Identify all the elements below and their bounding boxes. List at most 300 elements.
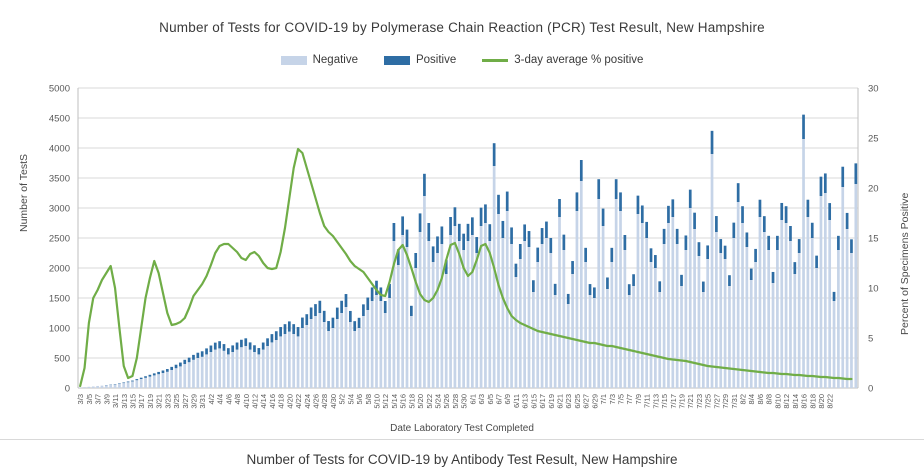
- bar-negative: [493, 166, 496, 388]
- bar-negative: [602, 226, 605, 388]
- bar-positive: [676, 229, 679, 244]
- bar-negative: [218, 348, 221, 388]
- bar-positive: [502, 221, 505, 238]
- bar-positive: [144, 376, 147, 378]
- y2-axis-tick-label: 15: [868, 233, 879, 245]
- x-axis-tick-label: 5/28: [450, 394, 460, 409]
- bar-positive: [719, 239, 722, 253]
- bar-positive: [619, 192, 622, 211]
- bar-negative: [667, 223, 670, 388]
- bar-positive: [549, 238, 552, 253]
- y-axis-tick-label: 1000: [48, 323, 70, 335]
- bar-positive: [170, 367, 173, 370]
- x-axis-tick-label: 5/24: [433, 394, 443, 409]
- bar-positive: [467, 224, 470, 241]
- bar-positive: [480, 208, 483, 226]
- bar-positive: [458, 224, 461, 241]
- x-axis-tick-label: 7/1: [599, 394, 609, 405]
- y2-axis-tick-label: 5: [868, 333, 874, 345]
- x-axis-tick-label: 7/27: [712, 394, 722, 409]
- bar-negative: [170, 370, 173, 388]
- bar-negative: [271, 342, 274, 388]
- bar-negative: [824, 193, 827, 388]
- x-axis-tick-label: 6/29: [590, 394, 600, 409]
- bar-positive: [536, 248, 539, 262]
- bar-negative: [114, 384, 117, 388]
- bar-positive: [314, 304, 317, 316]
- bar-negative: [558, 217, 561, 388]
- x-axis-tick-label: 5/8: [363, 394, 373, 405]
- bar-negative: [410, 316, 413, 388]
- bar-negative: [388, 298, 391, 388]
- bar-positive: [196, 353, 199, 358]
- y2-axis-tick-label: 25: [868, 133, 879, 145]
- bar-positive: [846, 213, 849, 229]
- x-axis-tick-label: 7/13: [651, 394, 661, 409]
- y-axis-tick-label: 4000: [48, 143, 70, 155]
- bar-negative: [837, 250, 840, 388]
- bar-negative: [785, 223, 788, 388]
- bar-negative: [680, 286, 683, 388]
- bar-positive: [750, 269, 753, 280]
- x-axis-tick-label: 8/4: [747, 394, 757, 405]
- bar-positive: [528, 231, 531, 247]
- bar-positive: [711, 131, 714, 154]
- x-axis-tick-label: 5/16: [398, 394, 408, 409]
- bar-positive: [432, 246, 435, 262]
- x-axis-tick-label: 7/17: [668, 394, 678, 409]
- x-axis-tick-label: 7/7: [625, 394, 635, 405]
- bar-negative: [506, 211, 509, 388]
- bar-negative: [353, 331, 356, 388]
- x-axis-tick-label: 3/13: [119, 394, 129, 409]
- bar-negative: [157, 374, 160, 388]
- bar-positive: [301, 318, 304, 328]
- bar-negative: [423, 196, 426, 388]
- bar-positive: [802, 115, 805, 139]
- bar-negative: [471, 235, 474, 388]
- bar-negative: [580, 181, 583, 388]
- bar-positive: [271, 334, 274, 342]
- bar-negative: [741, 223, 744, 388]
- bar-positive: [702, 282, 705, 292]
- chart-title: Number of Tests for COVID-19 by Polymerase Chain Reaction (PCR) Test Result, New Hampshire: [159, 20, 765, 35]
- bar-positive: [741, 206, 744, 223]
- y2-axis-label: Percent of Specimens Positive: [899, 192, 911, 335]
- x-axis-tick-label: 6/17: [538, 394, 548, 409]
- bar-positive: [414, 253, 417, 268]
- bar-negative: [192, 360, 195, 388]
- bar-positive: [497, 195, 500, 214]
- bar-positive: [580, 160, 583, 181]
- bar-negative: [379, 301, 382, 388]
- bar-negative: [314, 316, 317, 388]
- bar-negative: [401, 235, 404, 388]
- bar-negative: [188, 362, 191, 388]
- bar-positive: [767, 236, 770, 250]
- bar-positive: [454, 207, 457, 226]
- bar-negative: [854, 184, 857, 388]
- bar-positive: [724, 246, 727, 259]
- x-axis-tick-label: 8/6: [755, 394, 765, 405]
- x-axis-tick-label: 7/31: [729, 394, 739, 409]
- bar-negative: [131, 381, 134, 388]
- bar-positive: [192, 355, 195, 360]
- bar-positive: [706, 245, 709, 259]
- bar-positive: [567, 294, 570, 304]
- x-axis-tick-label: 3/27: [180, 394, 190, 409]
- bar-positive: [732, 223, 735, 238]
- bar-positive: [441, 226, 444, 244]
- y-axis-tick-label: 4500: [48, 113, 70, 125]
- bar-negative: [249, 350, 252, 388]
- bar-negative: [497, 214, 500, 388]
- bar-negative: [284, 334, 287, 388]
- next-chart-title: Number of Tests for COVID-19 by Antibody Test Result, New Hampshire: [246, 452, 678, 467]
- bar-positive: [484, 204, 487, 223]
- x-axis-tick-label: 4/6: [224, 394, 234, 405]
- bar-negative: [563, 250, 566, 388]
- x-axis-tick-label: 6/19: [546, 394, 556, 409]
- x-axis-tick-label: 8/22: [825, 394, 835, 409]
- bar-negative: [227, 354, 230, 388]
- bar-positive: [545, 222, 548, 238]
- y-axis-label: Number of TestS: [18, 153, 30, 232]
- x-axis-tick-label: 6/9: [503, 394, 513, 405]
- x-axis-tick-label: 8/20: [816, 394, 826, 409]
- bar-positive: [593, 287, 596, 298]
- y-axis-tick-label: 3500: [48, 173, 70, 185]
- bar-negative: [728, 286, 731, 388]
- bar-negative: [406, 247, 409, 388]
- bar-positive: [471, 217, 474, 235]
- bar-positive: [223, 344, 226, 351]
- y2-axis-tick-label: 20: [868, 183, 879, 195]
- bar-negative: [798, 253, 801, 388]
- bar-negative: [231, 352, 234, 388]
- x-axis-tick-label: 5/22: [424, 394, 434, 409]
- bar-negative: [549, 253, 552, 388]
- bar-negative: [175, 368, 178, 388]
- x-axis-label: Date Laboratory Test Completed: [390, 423, 534, 434]
- bar-negative: [236, 350, 239, 388]
- x-axis-tick-label: 7/19: [677, 394, 687, 409]
- bar-negative: [606, 289, 609, 388]
- bar-positive: [179, 363, 182, 367]
- x-axis-tick-label: 8/18: [808, 394, 818, 409]
- bar-positive: [140, 378, 143, 379]
- bar-negative: [467, 241, 470, 388]
- bar-positive: [772, 272, 775, 283]
- y2-axis-tick-label: 0: [868, 383, 874, 395]
- x-axis-tick-label: 4/10: [241, 394, 251, 409]
- bar-negative: [802, 139, 805, 388]
- bar-positive: [205, 348, 208, 354]
- bar-positive: [563, 235, 566, 250]
- x-axis-tick-label: 3/11: [111, 394, 121, 409]
- bar-negative: [698, 256, 701, 388]
- x-axis-tick-label: 5/18: [407, 394, 417, 409]
- bar-positive: [820, 177, 823, 196]
- bar-negative: [685, 250, 688, 388]
- bar-positive: [754, 249, 757, 262]
- bar-positive: [188, 358, 191, 363]
- bar-negative: [92, 386, 95, 388]
- bar-positive: [759, 200, 762, 217]
- bar-positive: [153, 373, 156, 375]
- bar-positive: [584, 248, 587, 262]
- bar-negative: [619, 211, 622, 388]
- bar-positive: [523, 224, 526, 241]
- bar-positive: [602, 209, 605, 226]
- x-axis-tick-label: 6/3: [477, 394, 487, 405]
- bar-positive: [288, 321, 291, 331]
- bar-negative: [645, 238, 648, 388]
- bar-positive: [162, 370, 165, 373]
- legend-label-average-percent-positive: 3-day average % positive: [514, 54, 644, 66]
- x-axis-tick-label: 8/8: [764, 394, 774, 405]
- bar-negative: [445, 274, 448, 388]
- bar-positive: [419, 213, 422, 232]
- y-axis-tick-label: 5000: [48, 83, 70, 95]
- bar-positive: [746, 232, 749, 247]
- x-axis-tick-label: 5/26: [442, 394, 452, 409]
- bar-negative: [637, 214, 640, 388]
- x-axis-tick-label: 4/12: [250, 394, 260, 409]
- bar-negative: [711, 154, 714, 388]
- x-axis-tick-label: 5/6: [355, 394, 365, 405]
- legend-label-positive: Positive: [415, 54, 457, 66]
- bar-negative: [262, 350, 265, 388]
- bar-negative: [127, 382, 130, 388]
- bar-negative: [706, 259, 709, 388]
- bar-negative: [449, 235, 452, 388]
- x-axis-tick-label: 5/20: [416, 394, 426, 409]
- bar-positive: [358, 318, 361, 328]
- bar-negative: [340, 313, 343, 388]
- bar-negative: [458, 241, 461, 388]
- bar-negative: [279, 336, 282, 388]
- bar-negative: [780, 220, 783, 388]
- bar-positive: [637, 196, 640, 214]
- bar-positive: [693, 213, 696, 229]
- bar-negative: [841, 187, 844, 388]
- bar-positive: [850, 239, 853, 253]
- bar-positive: [266, 338, 269, 346]
- bar-negative: [584, 262, 587, 388]
- bar-negative: [610, 262, 613, 388]
- bar-negative: [436, 253, 439, 388]
- bar-positive: [589, 284, 592, 295]
- bar-positive: [807, 200, 810, 217]
- bar-negative: [759, 217, 762, 388]
- bar-positive: [493, 143, 496, 166]
- bar-positive: [340, 301, 343, 313]
- bar-positive: [558, 199, 561, 217]
- bar-positive: [227, 348, 230, 354]
- bar-negative: [441, 244, 444, 388]
- bar-positive: [833, 292, 836, 301]
- x-axis-tick-label: 3/3: [76, 394, 86, 405]
- x-axis-tick-label: 8/14: [790, 394, 800, 409]
- x-axis-tick-label: 8/2: [738, 394, 748, 405]
- bar-negative: [732, 238, 735, 388]
- bar-positive: [305, 314, 308, 325]
- bar-negative: [318, 313, 321, 388]
- x-axis-tick-label: 7/25: [703, 394, 713, 409]
- x-axis-tick-label: 6/11: [511, 394, 521, 409]
- bar-negative: [850, 253, 853, 388]
- bar-positive: [127, 382, 130, 383]
- bar-positive: [597, 179, 600, 199]
- x-axis-tick-label: 7/15: [660, 394, 670, 409]
- bar-positive: [824, 173, 827, 193]
- x-axis-tick-label: 4/4: [215, 394, 225, 405]
- x-axis-tick-label: 4/14: [259, 394, 269, 409]
- bar-negative: [332, 328, 335, 388]
- bar-positive: [257, 348, 260, 354]
- bar-negative: [214, 350, 217, 388]
- bar-negative: [523, 241, 526, 388]
- bar-negative: [240, 347, 243, 388]
- x-axis-tick-label: 6/23: [564, 394, 574, 409]
- bar-positive: [240, 340, 243, 347]
- bar-negative: [754, 262, 757, 388]
- bar-negative: [144, 378, 147, 388]
- bar-negative: [502, 238, 505, 388]
- bar-negative: [310, 319, 313, 388]
- x-axis-tick-label: 4/20: [285, 394, 295, 409]
- bar-negative: [454, 226, 457, 388]
- bar-positive: [249, 342, 252, 349]
- x-axis-tick-label: 8/10: [773, 394, 783, 409]
- bar-negative: [767, 250, 770, 388]
- bar-negative: [641, 223, 644, 388]
- bar-positive: [650, 248, 653, 262]
- bar-negative: [223, 351, 226, 388]
- bars-group: [79, 115, 857, 388]
- bar-negative: [201, 357, 204, 388]
- bar-positive: [410, 306, 413, 316]
- bar-positive: [715, 216, 718, 232]
- x-axis-tick-label: 4/28: [320, 394, 330, 409]
- bar-positive: [541, 228, 544, 244]
- bar-positive: [689, 190, 692, 208]
- bar-negative: [362, 316, 365, 388]
- bar-positive: [214, 343, 217, 350]
- bar-positive: [663, 229, 666, 244]
- bar-negative: [118, 384, 121, 388]
- bar-positive: [310, 307, 313, 319]
- bar-negative: [624, 250, 627, 388]
- bar-positive: [318, 301, 321, 313]
- bar-negative: [632, 286, 635, 388]
- bar-negative: [162, 373, 165, 388]
- y-axis-tick-label: 0: [64, 383, 70, 395]
- bar-negative: [349, 322, 352, 388]
- bar-negative: [571, 274, 574, 388]
- y-axis-tick-label: 2000: [48, 263, 70, 275]
- bar-positive: [554, 284, 557, 295]
- bar-negative: [589, 295, 592, 388]
- x-axis-tick-label: 7/9: [633, 394, 643, 405]
- bar-positive: [698, 242, 701, 256]
- bar-negative: [397, 265, 400, 388]
- bar-negative: [811, 238, 814, 388]
- bar-positive: [641, 205, 644, 223]
- x-axis-tick-label: 7/21: [686, 394, 696, 409]
- bar-negative: [210, 352, 213, 388]
- bar-positive: [183, 360, 186, 364]
- x-axis-tick-label: 3/15: [128, 394, 138, 409]
- bar-positive: [841, 167, 844, 187]
- bar-positive: [624, 235, 627, 250]
- bar-negative: [196, 358, 199, 388]
- bar-negative: [676, 244, 679, 388]
- bar-negative: [532, 292, 535, 388]
- x-axis-tick-label: 5/12: [381, 394, 391, 409]
- bar-positive: [157, 372, 160, 374]
- x-axis-tick-label: 8/16: [799, 394, 809, 409]
- bar-negative: [820, 196, 823, 388]
- bar-negative: [88, 387, 91, 388]
- bar-negative: [833, 301, 836, 388]
- legend-label-negative: Negative: [312, 54, 358, 66]
- bar-positive: [532, 280, 535, 292]
- bar-positive: [615, 179, 618, 199]
- bar-negative: [301, 328, 304, 388]
- x-axis-tick-label: 7/3: [607, 394, 617, 405]
- bar-negative: [475, 253, 478, 388]
- bar-negative: [375, 295, 378, 388]
- bar-positive: [323, 311, 326, 322]
- bar-positive: [349, 311, 352, 322]
- bar-negative: [253, 352, 256, 388]
- bar-negative: [323, 322, 326, 388]
- bar-positive: [737, 183, 740, 202]
- y-axis-tick-label: 2500: [48, 233, 70, 245]
- x-axis-tick-label: 7/11: [642, 394, 652, 409]
- bar-positive: [449, 217, 452, 235]
- bar-positive: [353, 321, 356, 331]
- bar-positive: [776, 236, 779, 250]
- bar-positive: [576, 192, 579, 211]
- x-axis-tick-label: 3/21: [154, 394, 164, 409]
- bar-positive: [610, 248, 613, 262]
- bar-negative: [257, 354, 260, 388]
- bar-positive: [436, 236, 439, 253]
- bar-negative: [96, 386, 99, 388]
- y-axis-tick-label: 500: [54, 353, 70, 365]
- bar-negative: [576, 211, 579, 388]
- bar-positive: [571, 261, 574, 274]
- bar-negative: [650, 262, 653, 388]
- x-axis-tick-label: 6/15: [529, 394, 539, 409]
- bar-negative: [183, 364, 186, 388]
- bar-positive: [284, 324, 287, 334]
- bar-negative: [536, 262, 539, 388]
- bar-positive: [327, 321, 330, 331]
- x-axis-tick-labels: [76, 394, 835, 409]
- bar-positive: [149, 375, 152, 377]
- x-axis-tick-label: 5/2: [337, 394, 347, 405]
- bar-positive: [506, 192, 509, 211]
- bar-negative: [266, 346, 269, 388]
- bar-negative: [153, 375, 156, 388]
- bar-negative: [432, 262, 435, 388]
- bar-negative: [83, 387, 86, 388]
- x-axis-tick-label: 3/29: [189, 394, 199, 409]
